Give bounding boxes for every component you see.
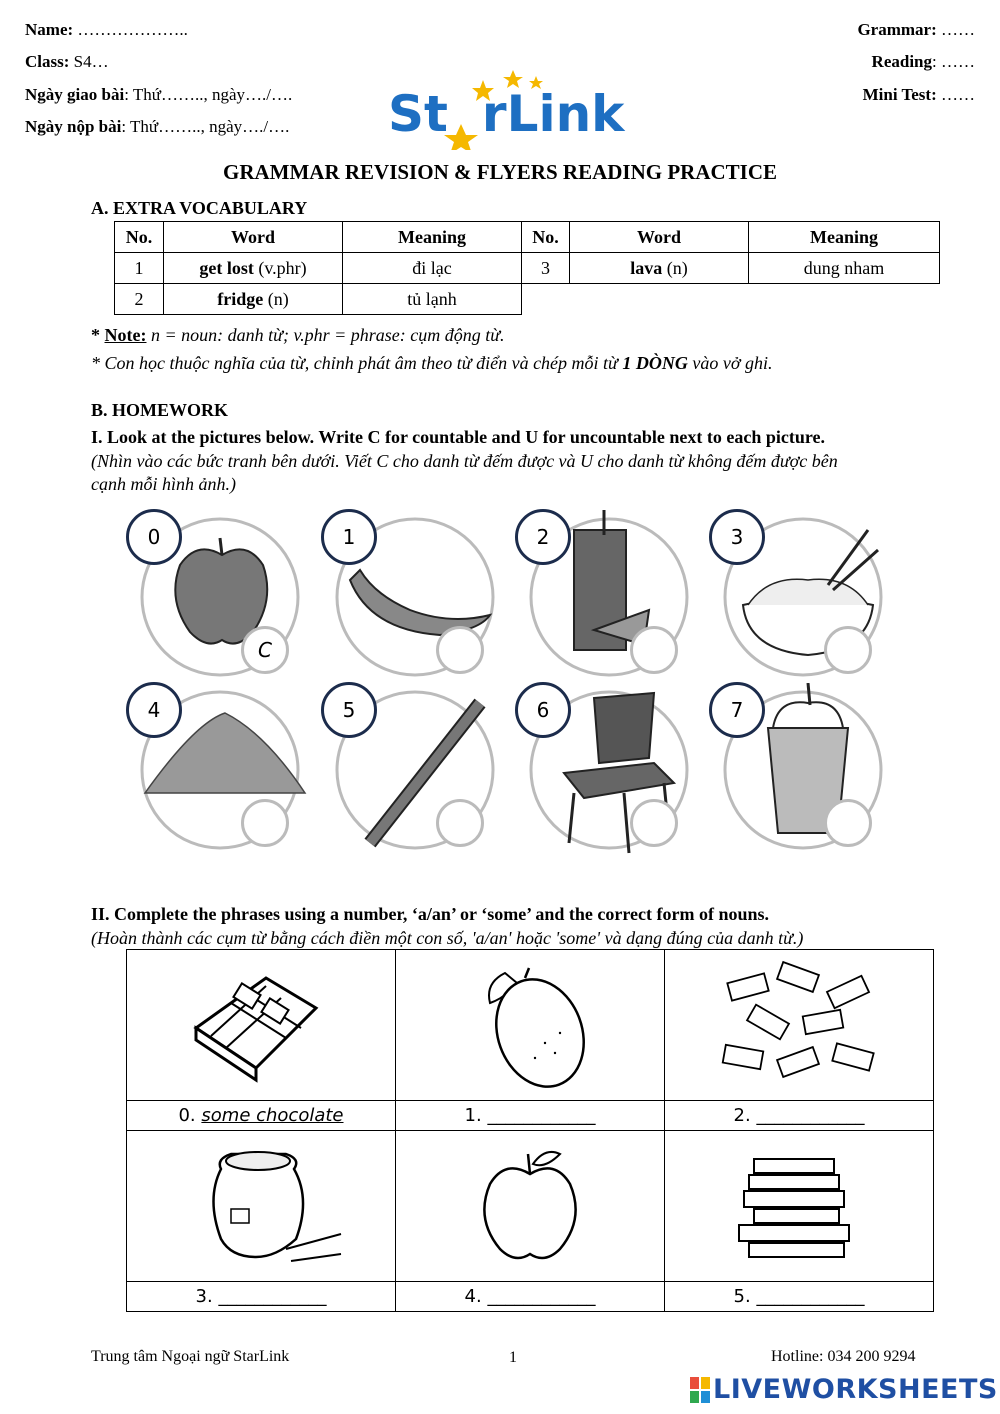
picture-item-0	[135, 510, 310, 685]
apple-outline-icon	[396, 1131, 665, 1282]
chocolate-icon	[127, 950, 396, 1101]
phrase-answer-1[interactable]: 1. ____________	[396, 1101, 665, 1131]
answer-circle-0[interactable]: C	[241, 626, 289, 674]
vocab-header-row	[115, 222, 940, 253]
answer-circle-7[interactable]	[824, 799, 872, 847]
phrase-answer-0[interactable]: 0. some chocolate	[127, 1101, 396, 1131]
answer-circle-3[interactable]	[824, 626, 872, 674]
answer-circle-4[interactable]	[241, 799, 289, 847]
books-icon	[665, 1131, 934, 1282]
question-1-vi-cont: cạnh mỗi hình ảnh.)	[91, 474, 236, 494]
answer-circle-5[interactable]	[436, 799, 484, 847]
section-b-heading: B. HOMEWORK	[91, 400, 229, 420]
picture-item-3	[718, 510, 893, 685]
picture-number-badge: 4	[126, 682, 182, 738]
picture-item-7	[718, 683, 893, 858]
table-row: 1 get lost (v.phr) đi lạc 3 lava (n) dung nham	[115, 253, 940, 284]
lemon-icon	[396, 950, 665, 1101]
picture-number-badge: 6	[515, 682, 571, 738]
table-row: 2 fridge (n) tủ lạnh	[115, 284, 940, 315]
phrases-table	[126, 949, 934, 1312]
col-word: Word	[570, 222, 749, 253]
question-1-vi: (Nhìn vào các bức tranh bên dưới. Viết C cho danh từ đếm được và U cho danh từ không đếm được bên	[91, 451, 838, 471]
minitest-score: Mini Test: ……	[862, 85, 975, 104]
answer-circle-6[interactable]	[630, 799, 678, 847]
picture-number-badge: 2	[515, 509, 571, 565]
question-1: I. Look at the pictures below. Write C for countable and U for uncountable next to each picture.	[91, 427, 826, 447]
question-2: II. Complete the phrases using a number, ‘a/an’ or ‘some’ and the correct form of nouns.	[91, 904, 769, 924]
starlink-logo	[388, 68, 638, 150]
picture-number-badge: 7	[709, 682, 765, 738]
phrase-answer-5[interactable]: 5. ____________	[665, 1282, 934, 1312]
footer-hotline: Hotline: 034 200 9294	[771, 1348, 916, 1365]
money-icon	[665, 950, 934, 1101]
liveworksheets-logo[interactable]: LIVEWORKSHEETS	[690, 1374, 998, 1405]
vocab-word: fridge (n)	[164, 284, 343, 315]
picture-item-5	[330, 683, 505, 858]
answer-circle-1[interactable]	[436, 626, 484, 674]
name-line: Name: ………………..	[25, 20, 188, 39]
liveworksheets-icon	[690, 1377, 710, 1403]
col-no: No.	[522, 222, 570, 253]
question-2-vi: (Hoàn thành các cụm từ bằng cách điền một con số, 'a/an' hoặc 'some' và dạng đúng của danh từ.)	[91, 928, 804, 948]
assign-date-line: Ngày giao bài: Thứ…….., ngày…./….	[25, 85, 293, 104]
phrase-answer-4[interactable]: 4. ____________	[396, 1282, 665, 1312]
answer-circle-2[interactable]	[630, 626, 678, 674]
logo-text: St rLink	[388, 85, 625, 143]
flour-icon	[127, 1131, 396, 1282]
phrase-answer-3[interactable]: 3. ____________	[127, 1282, 396, 1312]
vocab-word: get lost (v.phr)	[164, 253, 343, 284]
picture-item-1	[330, 510, 505, 685]
col-no: No.	[115, 222, 164, 253]
picture-number-badge: 5	[321, 682, 377, 738]
section-a-heading: A. EXTRA VOCABULARY	[91, 198, 308, 218]
submit-date-line: Ngày nộp bài: Thứ…….., ngày…./….	[25, 117, 290, 136]
col-meaning: Meaning	[749, 222, 940, 253]
col-meaning: Meaning	[343, 222, 522, 253]
grammar-score: Grammar: ……	[857, 20, 975, 39]
vocab-word: lava (n)	[570, 253, 749, 284]
col-word: Word	[164, 222, 343, 253]
picture-item-6	[524, 683, 699, 858]
page-title: GRAMMAR REVISION & FLYERS READING PRACTICE	[222, 160, 778, 184]
note-line: * Note: n = noun: danh từ; v.phr = phrase: cụm động từ.	[91, 325, 505, 345]
picture-number-badge: 1	[321, 509, 377, 565]
footer-center-name: Trung tâm Ngoại ngữ StarLink	[91, 1348, 290, 1365]
instruction-line: * Con học thuộc nghĩa của từ, chỉnh phát âm theo từ điển và chép mỗi từ 1 DÒNG vào vở ghi.	[91, 353, 773, 373]
picture-item-4	[135, 683, 310, 858]
class-line: Class: S4…	[25, 52, 109, 71]
phrase-answer-2[interactable]: 2. ____________	[665, 1101, 934, 1131]
picture-number-badge: 0	[126, 509, 182, 565]
page-number: 1	[509, 1349, 517, 1366]
picture-number-badge: 3	[709, 509, 765, 565]
picture-item-2	[524, 510, 699, 685]
vocab-table	[114, 221, 940, 315]
reading-score: Reading: ……	[871, 52, 975, 71]
